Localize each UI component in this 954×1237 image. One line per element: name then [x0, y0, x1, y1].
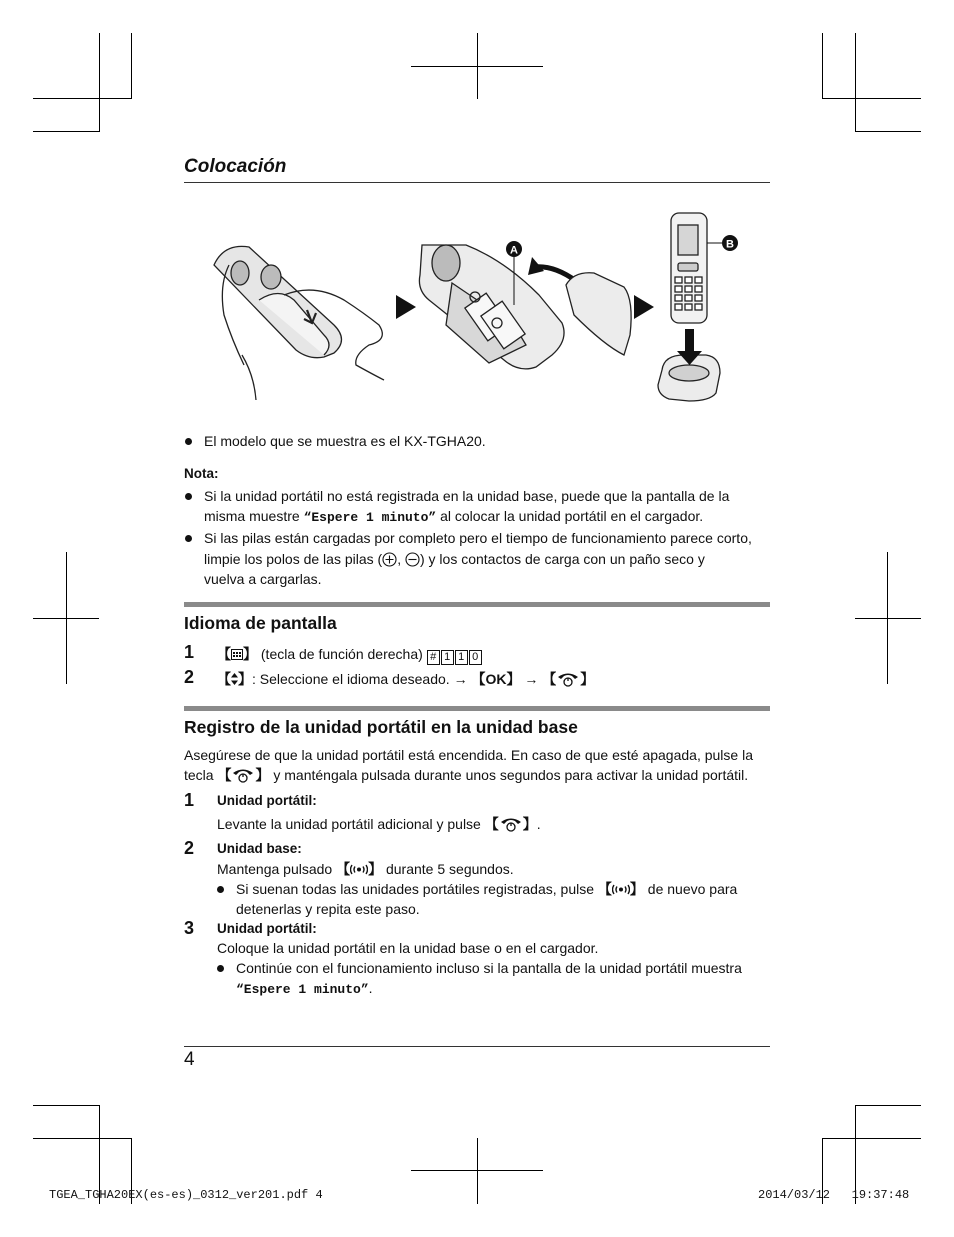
handset-charger-illustration — [658, 213, 720, 401]
header-rule — [184, 182, 770, 183]
off-key-icon: 【 】 — [484, 816, 537, 832]
step-3-title: Unidad portátil: — [217, 921, 317, 936]
step-2-bullet: Si suenan todas las unidades portátiles registradas, pulse 【 】 de nuevo para — [236, 879, 777, 899]
arrow-right-icon — [634, 295, 654, 319]
locator-key-icon: 【 】 — [336, 861, 383, 877]
minus-terminal-icon — [405, 552, 420, 567]
label-a: A — [510, 244, 518, 257]
registro-title: Registro de la unidad portátil en la unidad base — [184, 717, 578, 737]
down-arrow-icon — [685, 329, 694, 353]
print-file-info: TGEA_TGHA20EX(es-es)_0312_ver201.pdf 4 — [49, 1188, 323, 1202]
idioma-title: Idioma de pantalla — [184, 613, 337, 633]
nota-item-1: Si la unidad portátil no está registrada en la unidad base, puede que la pantalla de la — [204, 486, 774, 506]
idioma-step-1: 【 】 (tecla de función derecha) # 1 1 0 — [217, 644, 483, 665]
step-2-title: Unidad base: — [217, 841, 302, 856]
plus-terminal-icon — [382, 552, 397, 567]
footer-rule — [184, 1046, 770, 1047]
step-number: 1 — [184, 642, 195, 662]
step-1-title: Unidad portátil: — [217, 793, 317, 808]
step-3-text: Coloque la unidad portátil en la unidad base o en el cargador. Continúe con el funcionamiento incluso si la pantalla de la unidad portátil muestra “Espere 1 minuto”. — [217, 938, 777, 1000]
battery-install-figure — [184, 205, 770, 415]
off-key-icon: 【 】 — [542, 671, 595, 687]
step-number: 3 — [184, 918, 195, 938]
section-title: Colocación — [184, 156, 287, 177]
registro-intro: Asegúrese de que la unidad portátil está encendida. En caso de que esté apagada, pulse la tecla 【 】 y manténgala pulsada durante unos segundos para activar la unidad portátil. — [184, 747, 753, 783]
ok-key: 【OK】 — [471, 671, 521, 687]
page-number: 4 — [184, 1049, 195, 1070]
step-number: 2 — [184, 667, 195, 687]
step-2-text: Mantenga pulsado 【 】 durante 5 segundos. Si suenan todas las unidades portátiles registradas, pulse 【 】 de nuevo para detenerlas y repita este paso. — [217, 859, 777, 919]
model-note: El modelo que se muestra es el KX-TGHA20. — [204, 431, 954, 451]
nota-list: Si la unidad portátil no está registrada en la unidad base, puede que la pantalla de la misma muestre “Espere 1 minuto” al colocar la unidad portátil en el cargador. Si las pilas están cargadas por completo pero el tiempo de funcionamiento parece corto, limpie los polos de las pilas ( , ) y los contactos de carga con un paño seco y vuelva a cargarlas. — [204, 486, 774, 589]
label-b: B — [726, 238, 734, 251]
nota-item-2: Si las pilas están cargadas por completo pero el tiempo de funcionamiento parece corto, — [204, 528, 774, 548]
nota-title: Nota: — [184, 466, 219, 481]
step-number: 2 — [184, 838, 195, 858]
battery-compartment-illustration — [419, 245, 564, 369]
step-3-bullet: Continúe con el funcionamiento incluso si la pantalla de la unidad portátil muestra — [236, 958, 777, 978]
cover-illustration — [566, 273, 631, 355]
locator-key-icon: 【 】 — [597, 881, 644, 897]
handset-back-illustration — [214, 246, 384, 400]
updown-key-icon: 【 】 — [217, 671, 252, 687]
arrow-right-icon — [396, 295, 416, 319]
menu-key-icon: 【 】 — [217, 646, 257, 662]
idioma-step-2: 【 】: Seleccione el idioma deseado. → 【OK】 → 【 】 — [217, 671, 595, 687]
section-bar — [184, 706, 770, 711]
print-date: 2014/03/12 19:37:48 — [758, 1188, 910, 1202]
step-1-text: Levante la unidad portátil adicional y pulse 【 】. — [217, 816, 541, 832]
step-number: 1 — [184, 790, 195, 810]
off-key-icon: 【 】 — [217, 767, 270, 783]
section-bar — [184, 602, 770, 607]
